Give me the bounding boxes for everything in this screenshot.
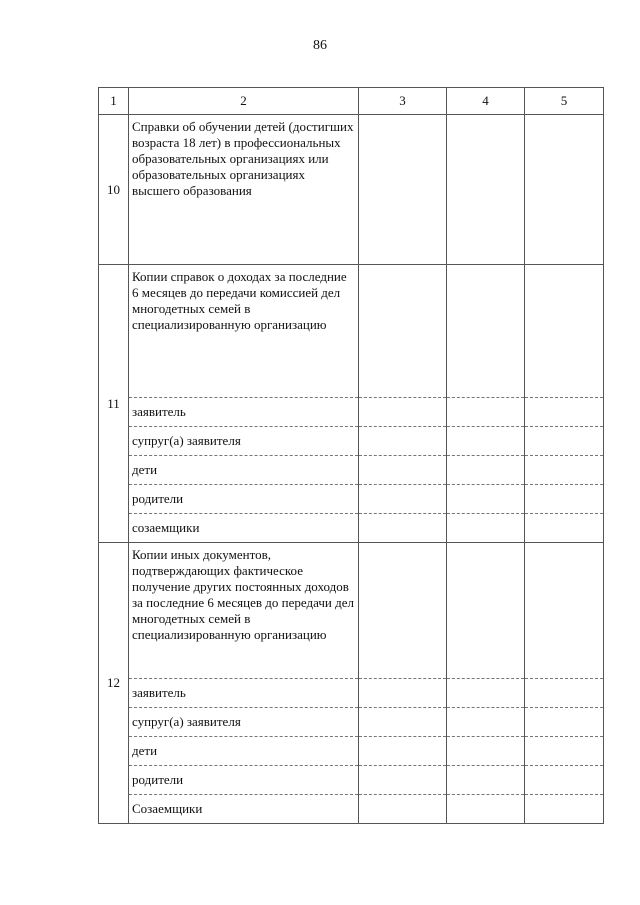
header-cell-1: 1	[99, 88, 129, 115]
cell-col4	[447, 485, 525, 514]
cell-col4	[447, 795, 525, 824]
cell-col5	[525, 737, 604, 766]
cell-col4	[447, 265, 525, 398]
subrow-label: заявитель	[129, 679, 359, 708]
cell-col5	[525, 679, 604, 708]
cell-col3	[359, 708, 447, 737]
table-row	[99, 115, 604, 265]
cell-col5	[525, 456, 604, 485]
table-subrow	[99, 737, 604, 766]
table-subrow	[99, 456, 604, 485]
table-subrow	[99, 795, 604, 824]
cell-col5	[525, 514, 604, 543]
cell-col4	[447, 679, 525, 708]
row-number: 11	[99, 265, 129, 543]
cell-col3	[359, 485, 447, 514]
row-description: Справки об обучении детей (достигших возраста 18 лет) в профессиональных образовательных организациях или образовательных организациях высшего образования	[129, 115, 359, 265]
cell-col3	[359, 679, 447, 708]
cell-col3	[359, 265, 447, 398]
table-subrow	[99, 708, 604, 737]
cell-col5	[525, 543, 604, 679]
cell-col4	[447, 737, 525, 766]
cell-col3	[359, 766, 447, 795]
cell-col4	[447, 115, 525, 265]
table-subrow	[99, 485, 604, 514]
cell-col5	[525, 795, 604, 824]
table-subrow	[99, 679, 604, 708]
cell-col5	[525, 427, 604, 456]
cell-col5	[525, 766, 604, 795]
header-cell-2: 2	[129, 88, 359, 115]
cell-col5	[525, 485, 604, 514]
subrow-label: супруг(а) заявителя	[129, 708, 359, 737]
row-description: Копии справок о доходах за последние 6 месяцев до передачи комиссией дел многодетных семей в специализированную организацию	[129, 265, 359, 398]
cell-col4	[447, 456, 525, 485]
cell-col4	[447, 543, 525, 679]
subrow-label: Созаемщики	[129, 795, 359, 824]
header-cell-4: 4	[447, 88, 525, 115]
subrow-label: дети	[129, 737, 359, 766]
cell-col3	[359, 115, 447, 265]
header-cell-5: 5	[525, 88, 604, 115]
subrow-label: созаемщики	[129, 514, 359, 543]
table-subrow	[99, 427, 604, 456]
cell-col4	[447, 514, 525, 543]
cell-col5	[525, 115, 604, 265]
cell-col3	[359, 427, 447, 456]
row-description: Копии иных документов, подтверждающих фактическое получение других постоянных доходов за последние 6 месяцев до передачи дел многодетных семей в специализированную организацию	[129, 543, 359, 679]
table-row	[99, 543, 604, 679]
row-number: 10	[99, 115, 129, 265]
subrow-label: супруг(а) заявителя	[129, 427, 359, 456]
cell-col5	[525, 398, 604, 427]
page-number: 86	[313, 38, 327, 53]
document-table	[98, 87, 604, 824]
cell-col3	[359, 514, 447, 543]
subrow-label: родители	[129, 485, 359, 514]
table-subrow	[99, 766, 604, 795]
cell-col3	[359, 737, 447, 766]
cell-col5	[525, 708, 604, 737]
table-header-row	[99, 88, 604, 115]
table-row	[99, 265, 604, 398]
table-subrow	[99, 514, 604, 543]
subrow-label: родители	[129, 766, 359, 795]
cell-col5	[525, 265, 604, 398]
table-subrow	[99, 398, 604, 427]
cell-col4	[447, 398, 525, 427]
cell-col3	[359, 795, 447, 824]
cell-col4	[447, 708, 525, 737]
cell-col4	[447, 766, 525, 795]
header-cell-3: 3	[359, 88, 447, 115]
subrow-label: дети	[129, 456, 359, 485]
cell-col3	[359, 543, 447, 679]
subrow-label: заявитель	[129, 398, 359, 427]
cell-col3	[359, 398, 447, 427]
cell-col3	[359, 456, 447, 485]
cell-col4	[447, 427, 525, 456]
row-number: 12	[99, 543, 129, 824]
